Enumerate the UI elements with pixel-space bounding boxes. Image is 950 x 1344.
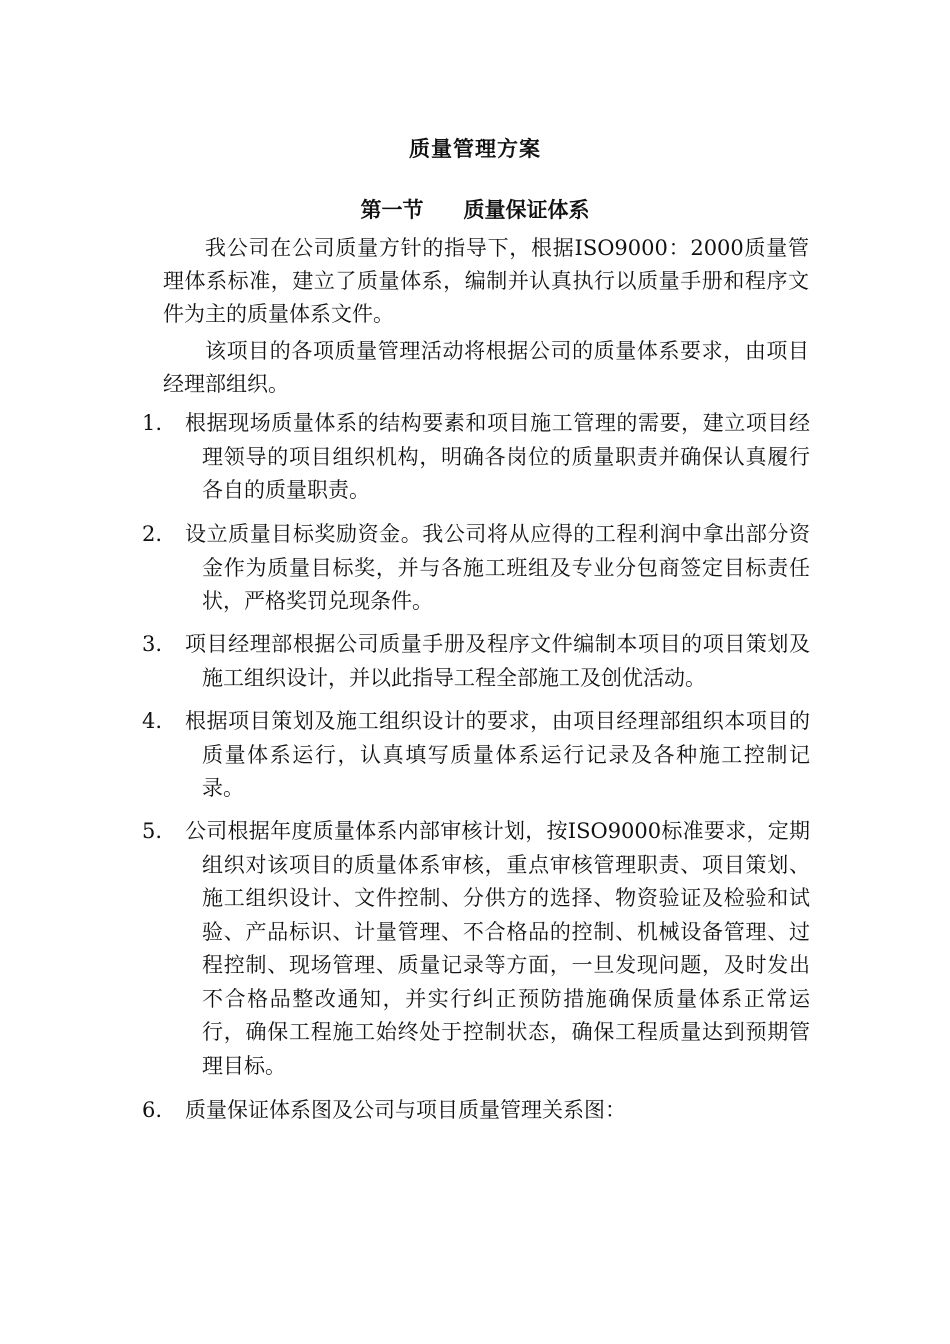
list-item-number: 2. xyxy=(142,522,163,546)
list-item-number: 1. xyxy=(142,411,163,435)
list-item-text: 根据项目策划及施工组织设计的要求，由项目经理部组织本项目的质量体系运行，认真填写质量体系运行记录及各种施工控制记录。 xyxy=(185,709,810,800)
section-heading xyxy=(0,194,950,224)
section-heading-text: 质量保证体系 xyxy=(463,197,590,222)
list-item-text: 公司根据年度质量体系内部审核计划，按ISO9000标准要求，定期组织对该项目的质量体系审核，重点审核管理职责、项目策划、施工组织设计、文件控制、分供方的选择、物资验证及检验和试验、产品标识、计量管理、不合格品的控制、机械设备管理、过程控制、现场管理、质量记录等方面，一旦发现问题，及时发出不合格品整改通知，并实行纠正预防措施确保质量体系正常运行，确保工程施工始终处于控制状态，确保工程质量达到预期管理目标。 xyxy=(185,819,810,1078)
list-item xyxy=(142,815,810,1083)
list-item-number: 3. xyxy=(142,632,163,656)
list-item xyxy=(142,407,810,508)
list-item-number: 6. xyxy=(142,1098,163,1122)
list-item xyxy=(142,628,810,695)
list-item-text: 设立质量目标奖励资金。我公司将从应得的工程利润中拿出部分资金作为质量目标奖，并与各施工班组及专业分包商签定目标责任状，严格奖罚兑现条件。 xyxy=(185,522,810,613)
body-paragraph: 该项目的各项质量管理活动将根据公司的质量体系要求，由项目经理部组织。 xyxy=(163,339,809,396)
list-item-text: 项目经理部根据公司质量手册及程序文件编制本项目的项目策划及施工组织设计，并以此指导工程全部施工及创优活动。 xyxy=(185,632,810,690)
body-paragraph: 我公司在公司质量方针的指导下，根据ISO9000：2000质量管理体系标准，建立了质量体系，编制并认真执行以质量手册和程序文件为主的质量体系文件。 xyxy=(163,236,809,326)
document-title: 质量管理方案 xyxy=(409,136,541,161)
list-item-text: 质量保证体系图及公司与项目质量管理关系图： xyxy=(185,1098,626,1122)
list-item-text: 根据现场质量体系的结构要素和项目施工管理的需要，建立项目经理领导的项目组织机构，明确各岗位的质量职责并确保认真履行各自的质量职责。 xyxy=(185,411,810,502)
list-item-number: 4. xyxy=(142,709,163,733)
list-item xyxy=(142,705,810,806)
list-item xyxy=(142,1094,810,1128)
section-number: 第一节 xyxy=(360,197,424,222)
list-item-number: 5. xyxy=(142,819,163,843)
list-item xyxy=(142,518,810,619)
